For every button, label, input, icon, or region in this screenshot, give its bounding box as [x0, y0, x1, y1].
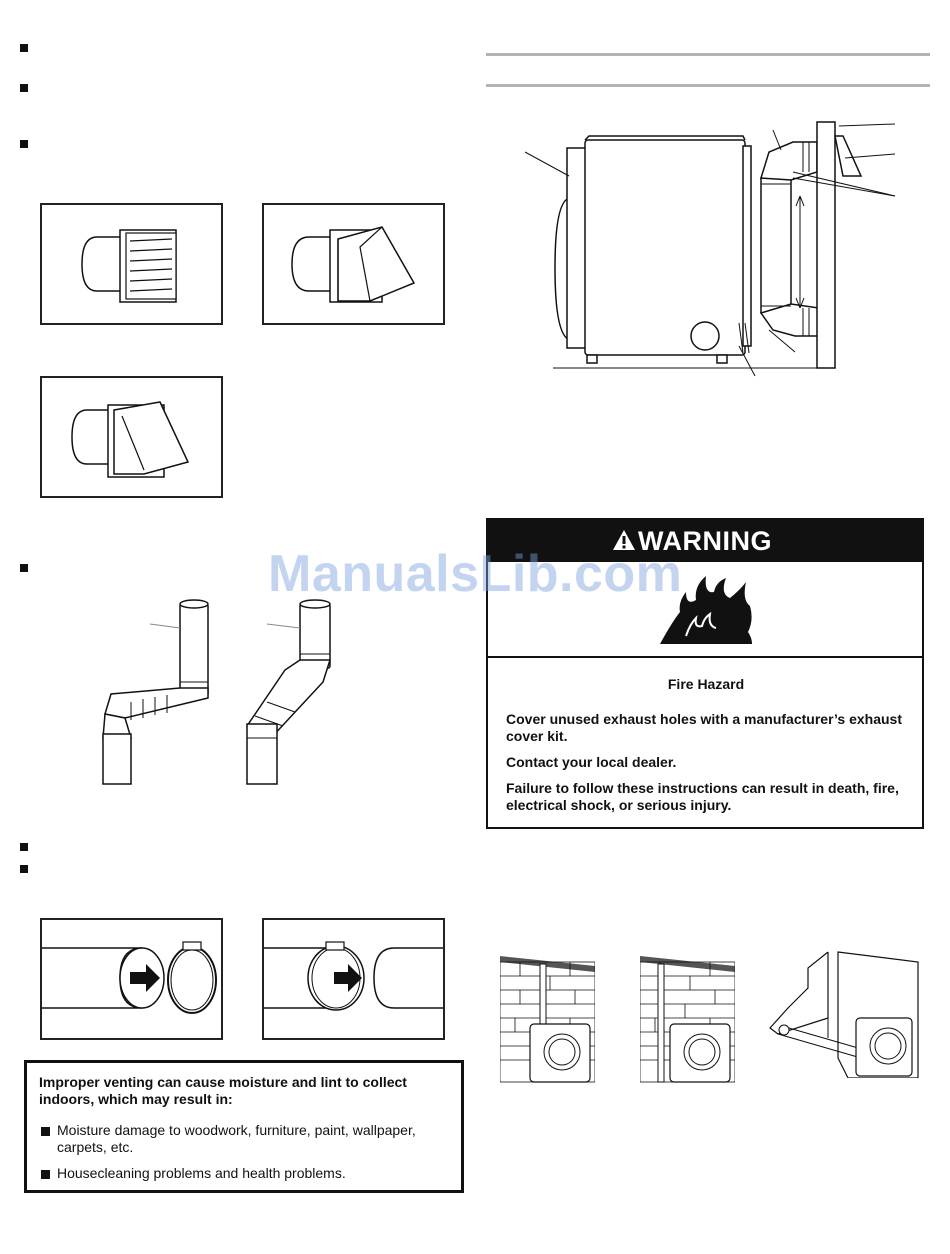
bullet-3: [20, 140, 28, 148]
bullet-4: [20, 564, 28, 572]
bullet-square-icon: [41, 1127, 50, 1136]
section-rule-top: [486, 53, 930, 56]
clamp-figure-2: [262, 918, 445, 1040]
clamp-figure-1: [40, 918, 223, 1040]
dryer-vent-installation-figure: [525, 118, 905, 380]
elbow-duct-figure: [95, 598, 345, 788]
angled-hood-figure: [40, 376, 223, 498]
warning-separator: [488, 656, 922, 658]
bullet-5: [20, 843, 28, 851]
bullet-2: [20, 84, 28, 92]
warning-line-1: Cover unused exhaust holes with a manufacturer’s exhaust cover kit.: [506, 711, 902, 744]
warning-title: WARNING: [638, 526, 772, 556]
basement-vent-figure-2: [640, 952, 735, 1084]
bullet-6: [20, 865, 28, 873]
note-item-2: Housecleaning problems and health problems.: [57, 1165, 346, 1181]
note-item-1: Moisture damage to woodwork, furniture, paint, wallpaper, carpets, etc.: [57, 1122, 416, 1155]
basement-vent-figure-1: [500, 952, 595, 1084]
warning-line-3: Failure to follow these instructions can result in death, fire, electrical shock, or serious injury.: [506, 780, 899, 813]
note-heading: Improper venting can cause moisture and lint to collect indoors, which may result in:: [39, 1074, 407, 1107]
warning-hazard: Fire Hazard: [667, 676, 745, 692]
section-rule-bottom: [486, 84, 930, 87]
bullet-square-icon: [41, 1170, 50, 1179]
crawlspace-vent-figure: [768, 948, 923, 1078]
warning-line-2: Contact your local dealer.: [506, 754, 677, 770]
improper-venting-note: [24, 1060, 464, 1193]
box-hood-figure: [262, 203, 445, 325]
bullet-1: [20, 44, 28, 52]
watermark: ManualsLib.com: [268, 545, 683, 603]
louvered-hood-figure: [40, 203, 223, 325]
